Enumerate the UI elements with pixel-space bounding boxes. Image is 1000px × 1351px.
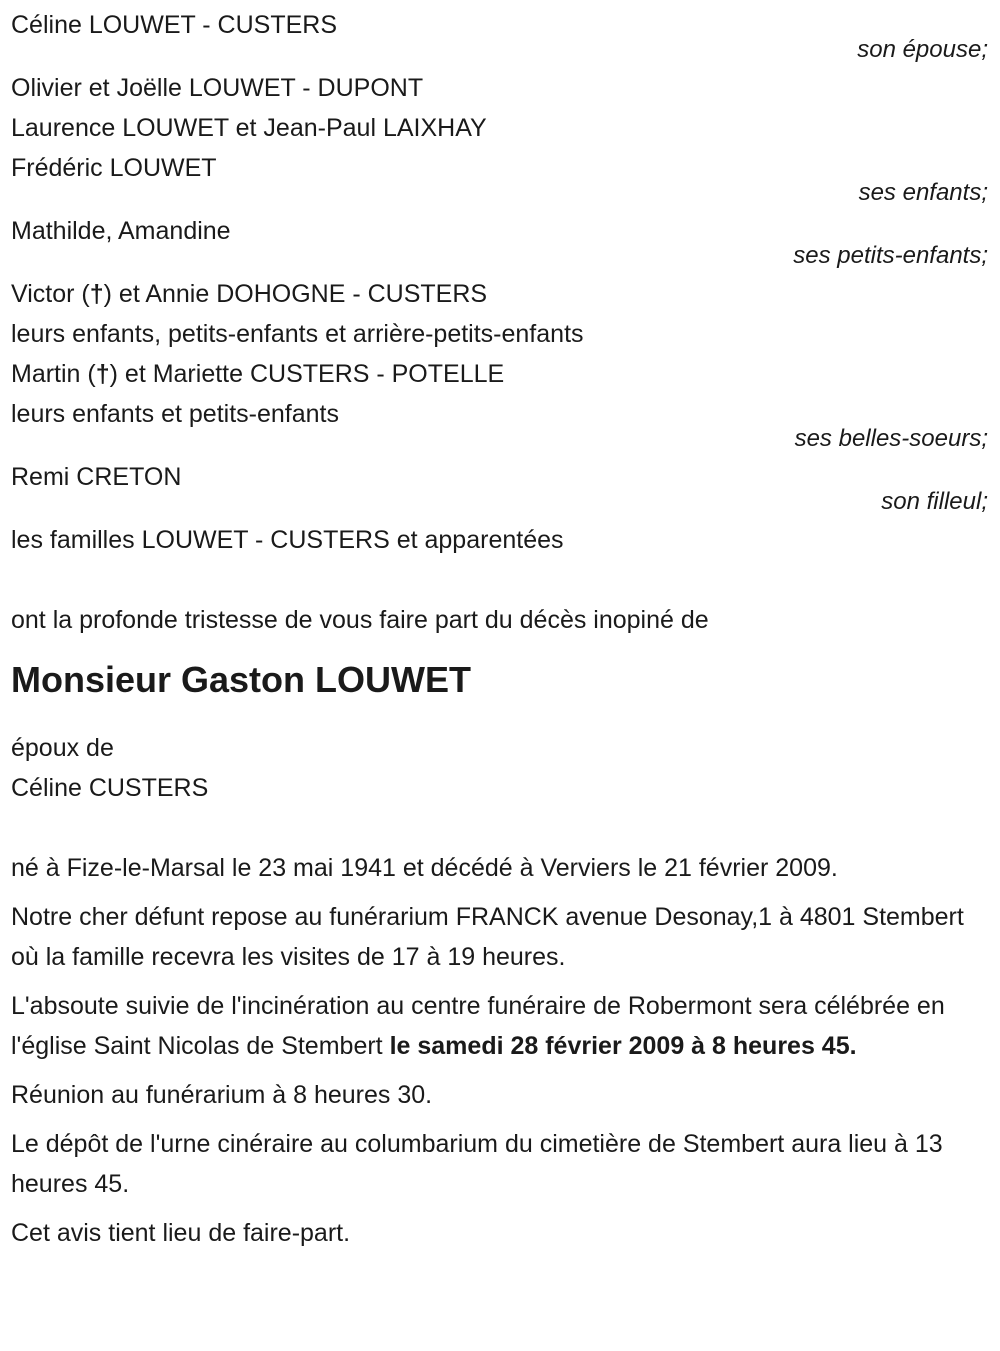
name-part: ) et Annie DOHOGNE - CUSTERS: [103, 280, 488, 308]
announcement: ont la profonde tristesse de vous faire part du décès inopiné de: [11, 606, 709, 634]
ceremony-info: [11, 986, 990, 1066]
funerarium-info: Notre cher défunt repose au funérarium FRANCK avenue Desonay,1 à 4801 Stembert où la famille recevra les visites de 17 à 19 heures.: [11, 903, 964, 971]
name-part: Martin (: [11, 360, 96, 388]
birth-death-info: né à Fize-le-Marsal le 23 mai 1941 et décédé à Verviers le 21 février 2009.: [11, 854, 838, 882]
relation-label: ses petits-enfants;: [793, 242, 988, 269]
name-part: ) et Mariette CUSTERS - POTELLE: [109, 360, 505, 388]
family-name: leurs enfants et petits-enfants: [11, 400, 339, 428]
family-name: Mathilde, Amandine: [11, 217, 231, 245]
name-part: Victor (: [11, 280, 90, 308]
relation-label: ses enfants;: [858, 179, 988, 206]
relation-label: son épouse;: [857, 36, 988, 63]
closing-note: Cet avis tient lieu de faire-part.: [11, 1219, 351, 1247]
family-name: [11, 354, 990, 394]
family-name: Frédéric LOUWET: [11, 154, 217, 182]
ceremony-date: le samedi 28 février 2009 à 8 heures 45.: [389, 1032, 857, 1060]
ceremony-text: L'absoute suivie de l'incinération au centre funéraire de Robermont sera célébrée en l'église Saint Nicolas de Stembert: [11, 992, 945, 1060]
relation-label: son filleul;: [881, 488, 988, 515]
spouse-name: Céline CUSTERS: [11, 774, 209, 802]
family-name: Remi CRETON: [11, 463, 182, 491]
spouse-label: époux de: [11, 734, 114, 762]
deceased-name: Monsieur Gaston LOUWET: [11, 659, 472, 700]
relation-label: ses belles-soeurs;: [794, 425, 988, 452]
family-name: leurs enfants, petits-enfants et arrière-petits-enfants: [11, 320, 584, 348]
urn-info: Le dépôt de l'urne cinéraire au columbarium du cimetière de Stembert aura lieu à 13 heures 45.: [11, 1130, 943, 1198]
meeting-info: Réunion au funérarium à 8 heures 30.: [11, 1081, 433, 1109]
family-name: Céline LOUWET - CUSTERS: [11, 11, 337, 39]
family-name: [11, 274, 990, 314]
family-name: Laurence LOUWET et Jean-Paul LAIXHAY: [11, 114, 487, 142]
family-name: Olivier et Joëlle LOUWET - DUPONT: [11, 74, 424, 102]
family-name: les familles LOUWET - CUSTERS et apparentées: [11, 526, 564, 554]
cross-icon: †: [89, 280, 104, 308]
cross-icon: †: [95, 360, 110, 388]
